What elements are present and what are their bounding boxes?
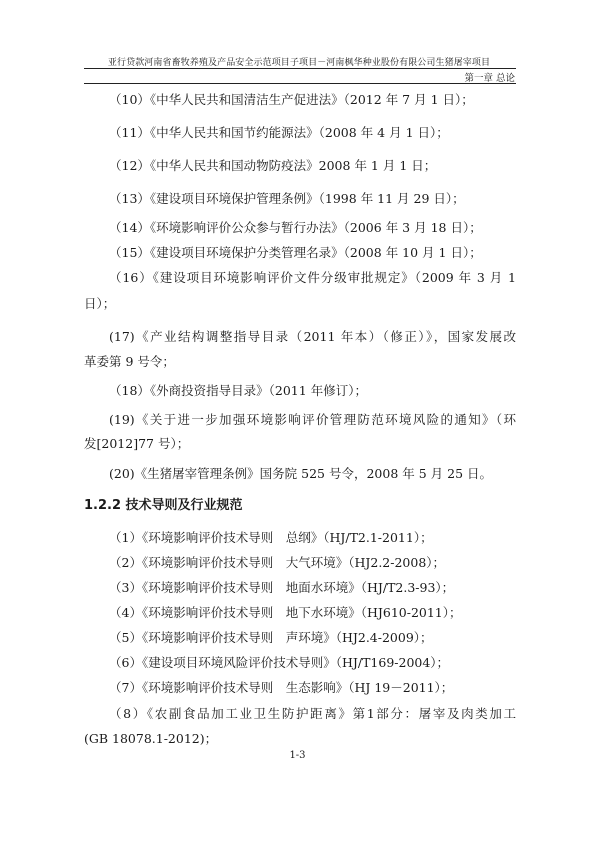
list-item: （4）《环境影响评价技术导则 地下水环境》（HJ610-2011）； bbox=[109, 605, 462, 620]
list-item-line: （8）《农副食品加工业卫生防护距离》第1部分：屠宰及肉类加工 bbox=[109, 706, 516, 721]
list-item: （18）《外商投资指导目录》（2011 年修订）； bbox=[109, 383, 367, 398]
list-item-line: (17)《产业结构调整指导目录（2011 年本）（修正）》，国家发展改 bbox=[109, 329, 516, 344]
section-heading: 1.2.2 技术导则及行业规范 bbox=[84, 498, 243, 513]
list-item-line: （16）《建设项目环境影响评价文件分级审批规定》（2009 年 3 月 1 bbox=[109, 270, 516, 285]
list-item: （5）《环境影响评价技术导则 声环境》（HJ2.4-2009）； bbox=[109, 630, 433, 645]
list-item: （1）《环境影响评价技术导则 总纲》（HJ/T2.1-2011）； bbox=[109, 530, 433, 545]
page-number: 1-3 bbox=[289, 750, 306, 761]
list-item: （10）《中华人民共和国清洁生产促进法》（2012 年 7 月 1 日）； bbox=[109, 92, 474, 107]
header-chapter: 第一章 总论 bbox=[464, 73, 515, 84]
list-item: （2）《环境影响评价技术导则 大气环境》（HJ2.2-2008）； bbox=[109, 555, 446, 570]
list-item-continuation: 发[2012]77 号）； bbox=[84, 436, 190, 451]
list-item: （7）《环境影响评价技术导则 生态影响》（HJ 19－2011）； bbox=[109, 680, 454, 695]
list-item-line: (19)《关于进一步加强环境影响评价管理防范环境风险的通知》（环 bbox=[109, 412, 516, 427]
list-item: （15）《建设项目环境保护分类管理名录》（2008 年 10 月 1 日）； bbox=[109, 245, 482, 260]
list-item: (20)《生猪屠宰管理条例》国务院 525 号令，2008 年 5 月 25 日。 bbox=[109, 466, 493, 481]
header-project-title: 亚行贷款河南省畜牧养殖及产品安全示范项目子项目－河南枫华种业股份有限公司生猪屠宰项目 bbox=[107, 58, 491, 68]
list-item-continuation: 日）； bbox=[84, 296, 116, 311]
list-item: （3）《环境影响评价技术导则 地面水环境》（HJ/T2.3-93）； bbox=[109, 580, 455, 595]
header-divider bbox=[84, 68, 516, 69]
list-item-continuation: 革委第 9 号令； bbox=[84, 354, 175, 369]
list-item: （6）《建设项目环境风险评价技术导则》（HJ/T169-2004）； bbox=[109, 655, 450, 670]
header-divider-bottom bbox=[84, 83, 516, 84]
list-item: （14）《环境影响评价公众参与暂行办法》（2006 年 3 月 18 日）； bbox=[109, 220, 482, 235]
list-item: （13）《建设项目环境保护管理条例》（1998 年 11 月 29 日）； bbox=[109, 191, 465, 206]
list-item: （12）《中华人民共和国动物防疫法》2008 年 1 月 1 日； bbox=[109, 158, 437, 173]
list-item: （11）《中华人民共和国节约能源法》（2008 年 4 月 1 日）； bbox=[109, 125, 449, 140]
list-item-continuation: (GB 18078.1-2012)； bbox=[84, 731, 218, 746]
